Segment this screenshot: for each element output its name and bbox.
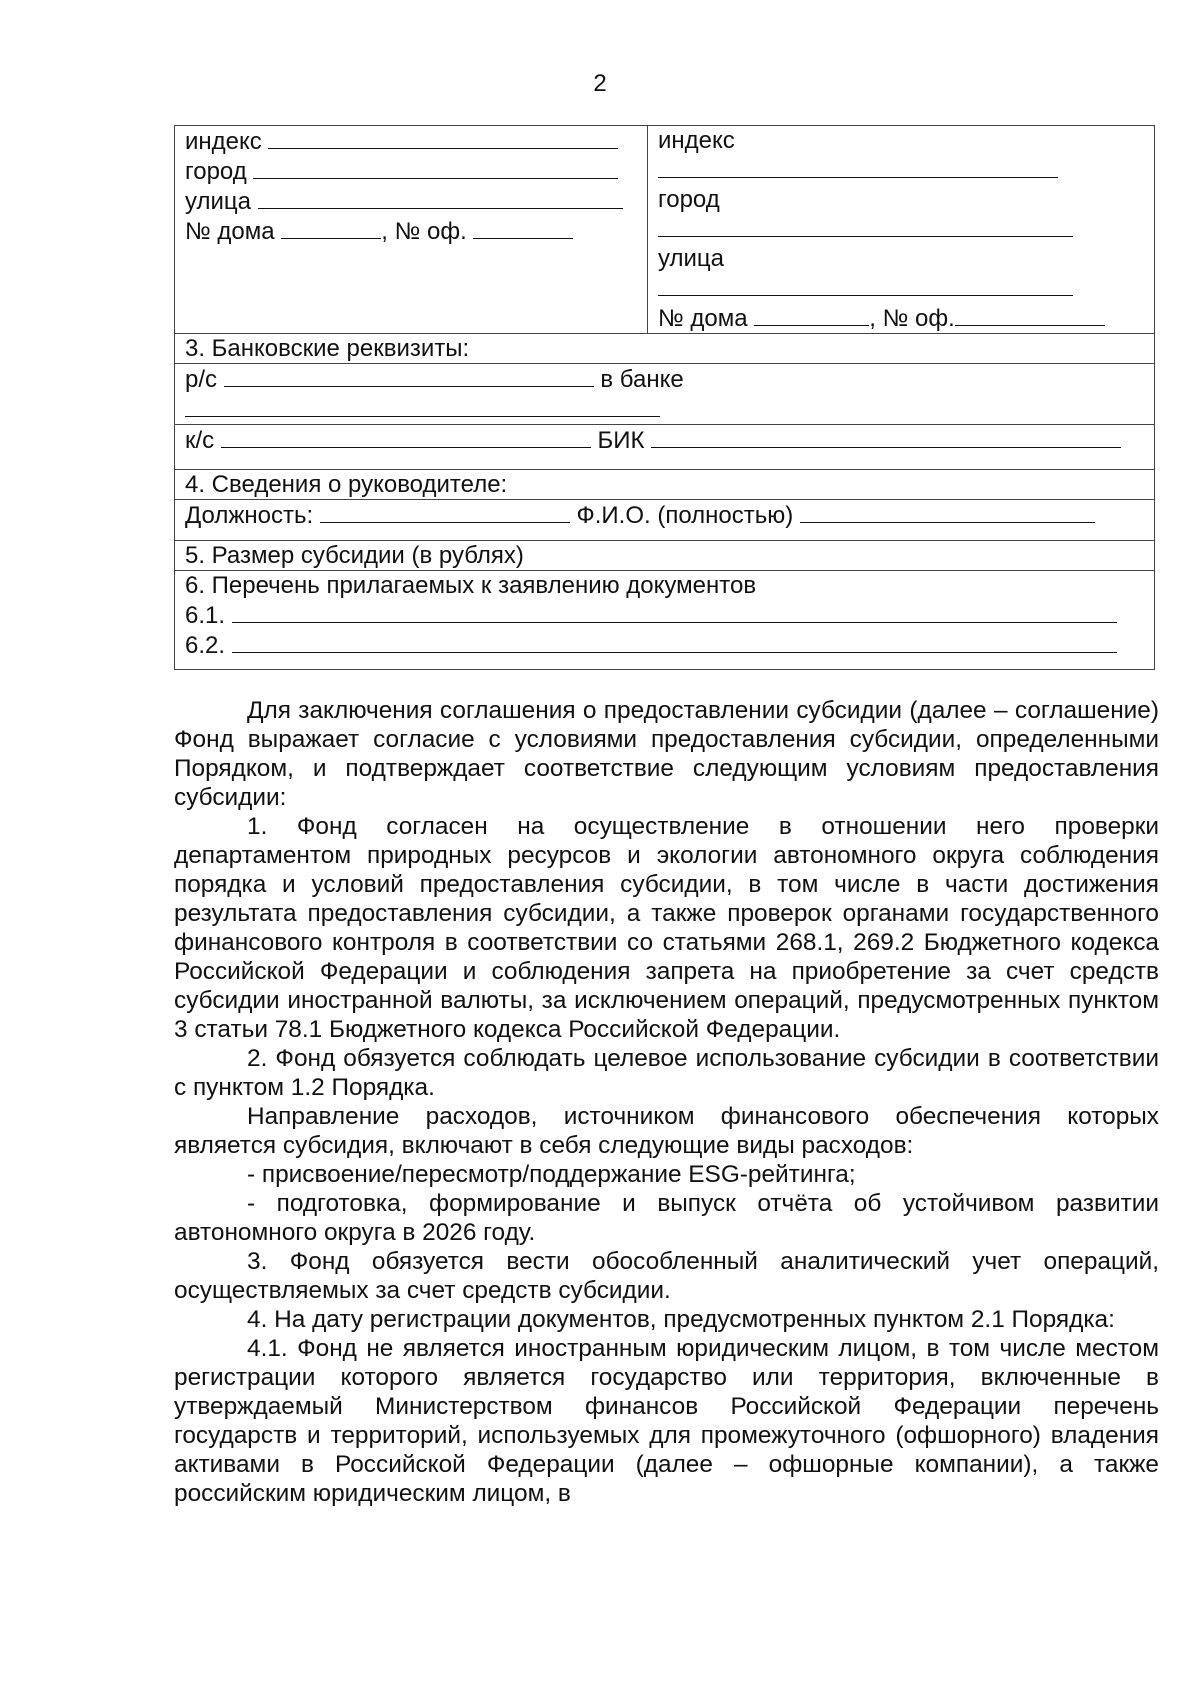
head-header-row <box>175 470 1155 500</box>
head-details-row <box>175 500 1155 541</box>
right-street-label: улица <box>658 245 724 272</box>
right-office-label: , № оф. <box>869 305 955 332</box>
right-address-cell <box>648 126 1155 334</box>
right-city-blank[interactable] <box>658 214 1073 237</box>
subsidy-size-row <box>175 541 1155 571</box>
right-office-blank[interactable] <box>955 303 1105 326</box>
page-number: 2 <box>593 70 607 97</box>
documents-header: 6. Перечень прилагаемых к заявлению документов <box>185 572 757 599</box>
corr-account-label: к/с <box>185 427 215 454</box>
right-house-blank[interactable] <box>754 303 869 326</box>
bik-label: БИК <box>597 427 645 454</box>
left-index-label: индекс <box>185 128 262 155</box>
left-index-blank[interactable] <box>268 126 618 149</box>
in-bank-label: в банке <box>600 366 684 393</box>
paragraph-clause-4: 4. На дату регистрации документов, предусмотренных пунктом 2.1 Порядка: <box>247 1306 1115 1333</box>
account-row <box>175 364 1155 425</box>
doc-2-blank[interactable] <box>232 630 1117 653</box>
doc-1-blank[interactable] <box>232 600 1117 623</box>
left-address-cell <box>175 126 648 334</box>
paragraph-intro: Для заключения соглашения о предоставлении субсидии (далее – соглашение) Фонд выражает согласие с условиями предоставления субсидии, определенными Порядком, и подтверждает соответствие следующим условиям предоставления субсидии: <box>174 697 1159 811</box>
bik-blank[interactable] <box>651 425 1121 448</box>
paragraph-expenses: Направление расходов, источником финансового обеспечения которых является субсидия, включают в себя следующие виды расходов: <box>174 1103 1159 1159</box>
full-name-blank[interactable] <box>800 500 1095 523</box>
position-blank[interactable] <box>320 500 570 523</box>
full-name-label: Ф.И.О. (полностью) <box>576 502 794 529</box>
doc-1-label: 6.1. <box>185 602 226 629</box>
bank-header-row <box>175 334 1155 364</box>
head-details-cell <box>175 500 1155 541</box>
right-street-blank[interactable] <box>658 273 1073 296</box>
right-city-label: город <box>658 186 720 213</box>
right-index-label: индекс <box>658 127 735 154</box>
paragraph-clause-2: 2. Фонд обязуется соблюдать целевое использование субсидии в соответствии с пунктом 1.2 Порядка. <box>174 1045 1159 1101</box>
left-house-blank[interactable] <box>281 216 381 239</box>
documents-row <box>175 571 1155 670</box>
head-header: 4. Сведения о руководителе: <box>175 470 1155 500</box>
paragraph-clause-3: 3. Фонд обязуется вести обособленный аналитический учет операций, осуществляемых за счет средств субсидии. <box>174 1248 1159 1304</box>
left-office-label: , № оф. <box>381 218 467 245</box>
paragraph-expense-esg: - присвоение/пересмотр/поддержание ESG-рейтинга; <box>247 1161 856 1188</box>
left-street-label: улица <box>185 188 251 215</box>
account-label: р/с <box>185 366 218 393</box>
left-city-label: город <box>185 158 247 185</box>
position-label: Должность: <box>185 502 314 529</box>
address-row <box>175 126 1155 334</box>
account-cell <box>175 364 1155 425</box>
application-form-table <box>174 125 1155 670</box>
bank-header: 3. Банковские реквизиты: <box>175 334 1155 364</box>
subsidy-size-label: 5. Размер субсидии (в рублях) <box>175 541 1155 571</box>
document-body <box>174 696 1159 1508</box>
paragraph-clause-4-1: 4.1. Фонд не является иностранным юридическим лицом, в том числе местом регистрации которого является государство или территория, включенные в утверждаемый Министерством финансов Российской Федерации перечень государств и территорий, используемых для промежуточного (офшорного) владения активами в Российской Федерации (далее – офшорные компании), а также российским юридическим лицом, в <box>174 1335 1159 1507</box>
left-city-blank[interactable] <box>253 156 618 179</box>
documents-cell <box>175 571 1155 670</box>
left-street-blank[interactable] <box>258 186 623 209</box>
paragraph-clause-1: 1. Фонд согласен на осуществление в отношении него проверки департаментом природных ресурсов и экологии автономного округа соблюдения порядка и условий предоставления субсидии, в том числе в части достижения результата предоставления субсидии, а также проверок органами государственного финансового контроля в соответствии со статьями 268.1, 269.2 Бюджетного кодекса Российской Федерации и соблюдения запрета на приобретение за счет средств субсидии иностранной валюты, за исключением операций, предусмотренных пунктом 3 статьи 78.1 Бюджетного кодекса Российской Федерации. <box>174 813 1159 1043</box>
corr-account-row <box>175 425 1155 470</box>
corr-account-cell <box>175 425 1155 470</box>
left-house-label: № дома <box>185 218 275 245</box>
right-index-blank[interactable] <box>658 155 1058 178</box>
bank-name-blank[interactable] <box>185 394 660 417</box>
right-house-label: № дома <box>658 305 748 332</box>
left-office-blank[interactable] <box>473 216 573 239</box>
doc-2-label: 6.2. <box>185 632 226 659</box>
paragraph-expense-report: - подготовка, формирование и выпуск отчёта об устойчивом развитии автономного округа в 2026 году. <box>174 1190 1159 1246</box>
corr-account-blank[interactable] <box>221 425 591 448</box>
account-blank[interactable] <box>224 364 594 387</box>
